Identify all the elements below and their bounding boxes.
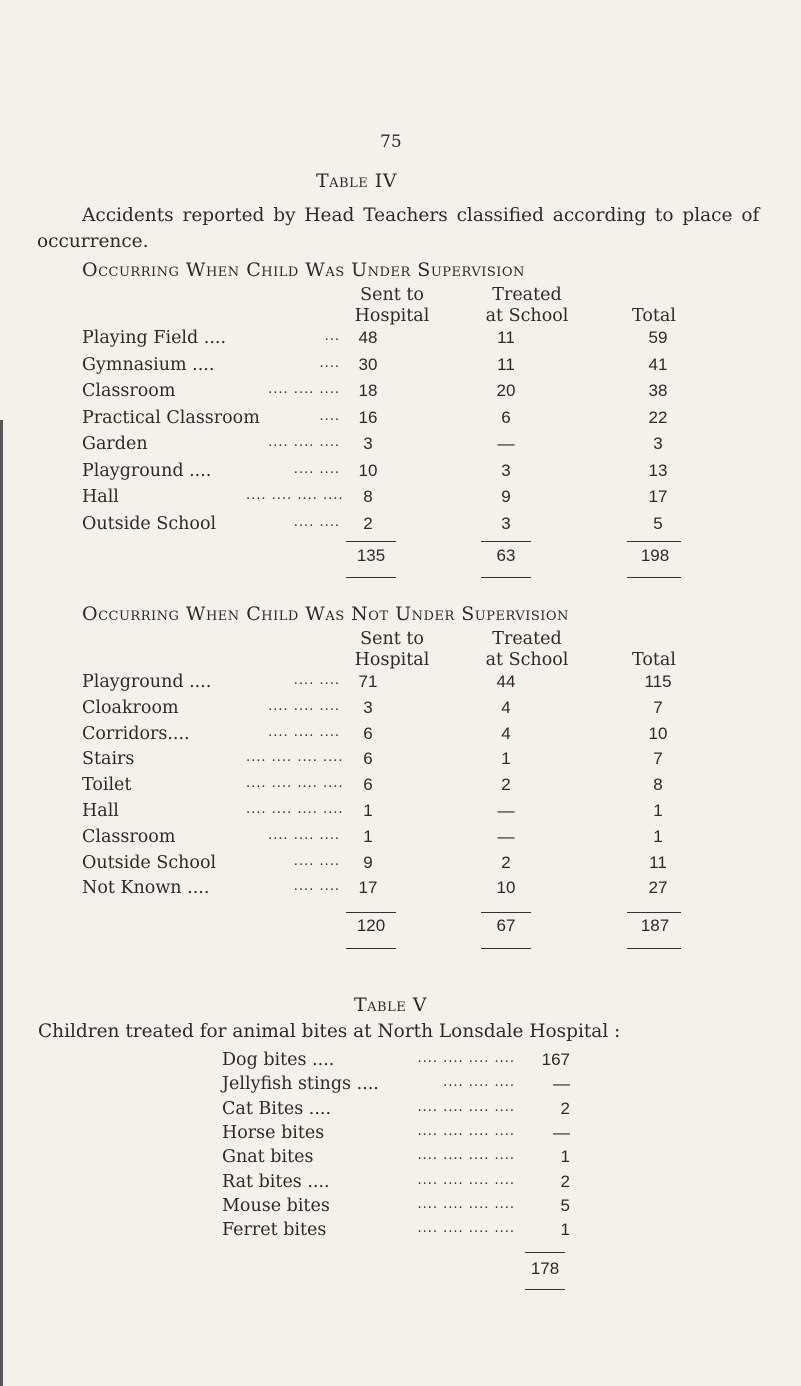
bite-leader-dots: .... .... .... [443, 1075, 515, 1091]
col-sent-hospital-line2: Hospital [354, 306, 430, 326]
cell-sent-hospital: 16 [358, 407, 378, 427]
cell-sent-hospital: 10 [358, 460, 378, 480]
cell-total: 3 [653, 434, 663, 453]
col2-treated-school-header [462, 629, 592, 671]
row-leader-dots: .... .... [293, 853, 340, 869]
unsupervised-total-rule-a-bottom [346, 948, 396, 949]
cell-treated-school: 4 [501, 723, 511, 743]
page-number: 75 [380, 132, 402, 152]
row-label: Corridors.... [82, 723, 190, 744]
row-label: Outside School [82, 852, 217, 873]
row-label: Gymnasium .... [82, 354, 215, 375]
supervised-total-rule-b-top [481, 541, 531, 542]
cell-treated-school: 10 [496, 878, 516, 898]
cell-sent-hospital: 17 [358, 878, 378, 898]
row-label: Playing Field .... [82, 328, 227, 348]
section-heading-supervised: Occurring When Child Was Under Supervision [82, 259, 525, 281]
table-v-title: Table V [354, 994, 427, 1016]
cell-treated-school: 3 [501, 513, 511, 533]
bite-label: Dog bites .... [222, 1050, 335, 1070]
supervised-total-overall: 198 [640, 546, 670, 565]
bite-label: Mouse bites [222, 1195, 330, 1216]
cell-total: 17 [648, 487, 668, 506]
cell-total: 13 [648, 460, 668, 480]
bite-leader-dots: .... .... .... .... [417, 1123, 515, 1139]
row-label: Not Known .... [82, 878, 210, 899]
table-iv-intro-line2: occurrence. [37, 231, 149, 252]
animal-bites-total-rule-bottom [525, 1289, 565, 1290]
bite-leader-dots: .... .... .... .... [417, 1221, 515, 1237]
cell-sent-hospital: 18 [358, 381, 378, 400]
bite-value: 1 [560, 1220, 570, 1240]
col2-treated-school-line1: Treated [492, 629, 562, 649]
bite-leader-dots: .... .... .... .... [417, 1196, 515, 1212]
cell-total: 27 [648, 878, 668, 898]
bite-label: Ferret bites [222, 1220, 327, 1241]
cell-total: 10 [648, 723, 668, 743]
col2-sent-hospital-header [337, 629, 447, 671]
bite-label: Gnat bites [222, 1147, 314, 1168]
row-label: Outside School [82, 513, 217, 534]
animal-bites-total: 178 [530, 1259, 560, 1278]
cell-sent-hospital: 2 [363, 513, 373, 533]
supervised-total-rule-c-bottom [627, 577, 681, 578]
row-label: Playground .... [82, 460, 212, 481]
cell-total: 115 [644, 672, 672, 691]
cell-sent-hospital: 8 [363, 487, 373, 506]
cell-treated-school: 3 [501, 460, 511, 480]
table-v-intro: Children treated for animal bites at North Lonsdale Hospital : [38, 1021, 621, 1042]
cell-sent-hospital: 3 [363, 434, 373, 453]
cell-total: 8 [653, 775, 663, 795]
bite-value: 5 [560, 1195, 570, 1215]
row-leader-dots: .... .... .... .... [246, 488, 344, 503]
row-leader-dots: .... .... [293, 673, 340, 688]
cell-total: 41 [648, 354, 668, 374]
bite-leader-dots: .... .... .... .... [417, 1099, 515, 1115]
cell-treated-school: — [497, 801, 515, 820]
cell-treated-school: — [497, 826, 515, 846]
row-label: Classroom [82, 381, 176, 401]
cell-total: 22 [648, 407, 668, 427]
cell-total: 11 [649, 852, 667, 872]
supervised-total-treated-school: 63 [496, 546, 516, 565]
cell-treated-school: 9 [501, 487, 511, 506]
row-leader-dots: .... .... .... [268, 724, 340, 740]
col2-sent-hospital-line1: Sent to [360, 629, 424, 649]
col2-total-header: Total [632, 650, 676, 670]
supervised-total-rule-a-top [346, 541, 396, 542]
unsupervised-total-rule-b-bottom [481, 948, 531, 949]
bite-leader-dots: .... .... .... .... [417, 1051, 515, 1066]
cell-treated-school: 2 [501, 775, 511, 795]
row-label: Stairs [82, 749, 135, 770]
row-leader-dots: .... .... [293, 879, 340, 895]
unsupervised-total-sent-hospital: 120 [356, 916, 386, 935]
cell-total: 59 [648, 328, 668, 347]
row-label: Cloakroom [82, 697, 179, 718]
bite-value: 2 [560, 1098, 570, 1118]
bite-label: Rat bites .... [222, 1171, 330, 1192]
row-leader-dots: .... .... [293, 461, 340, 477]
bite-value: — [553, 1074, 570, 1094]
cell-sent-hospital: 3 [363, 697, 373, 717]
animal-bites-total-rule-top [525, 1252, 565, 1253]
unsupervised-total-rule-a-top [346, 912, 396, 913]
cell-total: 1 [653, 801, 663, 820]
supervised-total-sent-hospital: 135 [356, 546, 386, 565]
unsupervised-total-rule-c-top [627, 912, 681, 913]
unsupervised-total-rule-b-top [481, 912, 531, 913]
row-label: Hall [82, 487, 119, 507]
row-leader-dots: .... .... .... .... [246, 750, 344, 766]
table-iv-intro-line1: Accidents reported by Head Teachers classified according to place of [82, 205, 760, 226]
unsupervised-total-overall: 187 [640, 916, 670, 935]
bite-value: 1 [560, 1147, 570, 1167]
cell-treated-school: — [497, 434, 515, 453]
row-label: Classroom [82, 826, 176, 847]
unsupervised-total-treated-school: 67 [496, 916, 516, 935]
row-leader-dots: .... .... [293, 514, 340, 530]
supervised-total-rule-a-bottom [346, 577, 396, 578]
cell-treated-school: 44 [496, 672, 516, 691]
row-leader-dots: .... .... .... [268, 382, 340, 397]
cell-treated-school: 2 [501, 852, 511, 872]
cell-treated-school: 6 [501, 407, 511, 427]
row-label: Garden [82, 434, 148, 454]
bite-label: Cat Bites .... [222, 1098, 332, 1119]
cell-total: 7 [653, 697, 663, 717]
cell-sent-hospital: 30 [358, 354, 378, 374]
row-leader-dots: .... [319, 408, 340, 424]
row-label: Toilet [82, 775, 132, 796]
bite-label: Horse bites [222, 1122, 325, 1143]
bite-leader-dots: .... .... .... .... [417, 1172, 515, 1188]
col-total-header: Total [632, 306, 676, 326]
col-sent-hospital-header [337, 285, 447, 327]
page-edge-shadow [0, 420, 3, 1386]
bite-value: 2 [560, 1171, 570, 1191]
row-label: Practical Classroom [82, 407, 260, 428]
cell-total: 5 [653, 513, 663, 533]
row-leader-dots: ... [324, 329, 340, 344]
cell-sent-hospital: 6 [363, 723, 373, 743]
row-label: Playground .... [82, 672, 212, 692]
row-leader-dots: .... .... .... [268, 698, 340, 714]
table-iv-title: Table IV [316, 170, 398, 192]
col2-treated-school-line2: at School [485, 650, 569, 670]
col-treated-school-line2: at School [485, 306, 569, 326]
cell-sent-hospital: 9 [363, 852, 373, 872]
supervised-total-rule-b-bottom [481, 577, 531, 578]
cell-treated-school: 4 [501, 697, 511, 717]
cell-sent-hospital: 6 [363, 749, 373, 769]
row-leader-dots: .... .... .... .... [246, 802, 344, 817]
cell-sent-hospital: 71 [358, 672, 378, 691]
cell-total: 7 [653, 749, 663, 769]
row-label: Hall [82, 801, 119, 821]
row-leader-dots: .... .... .... [268, 827, 340, 843]
col-treated-school-line1: Treated [492, 285, 562, 305]
cell-sent-hospital: 1 [363, 801, 373, 820]
cell-sent-hospital: 1 [363, 826, 373, 846]
cell-sent-hospital: 6 [363, 775, 373, 795]
bite-value: — [553, 1122, 570, 1142]
col2-sent-hospital-line2: Hospital [354, 650, 430, 670]
cell-treated-school: 11 [497, 328, 515, 347]
row-leader-dots: .... [319, 355, 340, 371]
col-sent-hospital-line1: Sent to [360, 285, 424, 305]
bite-label: Jellyfish stings .... [222, 1074, 379, 1095]
row-leader-dots: .... .... .... [268, 435, 340, 450]
cell-treated-school: 1 [501, 749, 511, 769]
row-leader-dots: .... .... .... .... [246, 776, 344, 792]
cell-sent-hospital: 48 [358, 328, 378, 347]
cell-total: 1 [653, 826, 663, 846]
section-heading-unsupervised: Occurring When Child Was Not Under Supervision [82, 603, 569, 625]
unsupervised-total-rule-c-bottom [627, 948, 681, 949]
bite-value: 167 [541, 1050, 570, 1069]
cell-treated-school: 11 [497, 354, 515, 374]
col-treated-school-header [462, 285, 592, 327]
bite-leader-dots: .... .... .... .... [417, 1148, 515, 1164]
supervised-total-rule-c-top [627, 541, 681, 542]
cell-total: 38 [648, 381, 668, 400]
cell-treated-school: 20 [496, 381, 516, 400]
